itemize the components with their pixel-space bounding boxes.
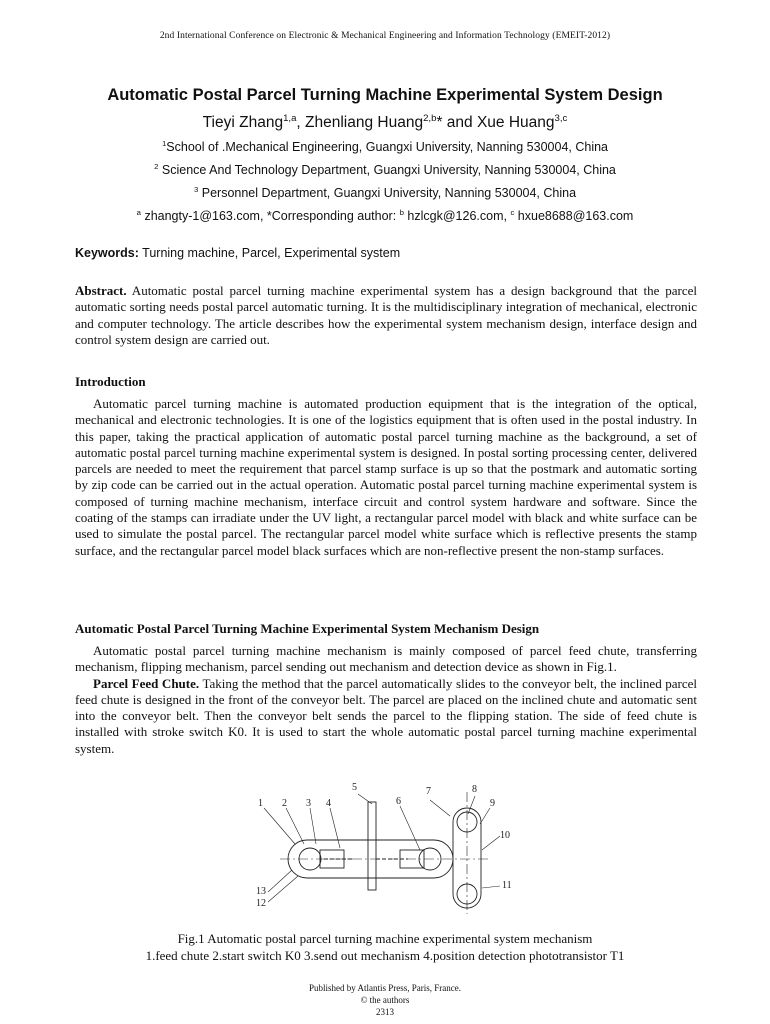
email-line xyxy=(0,209,770,223)
conference-header: 2nd International Conference on Electronic & Mechanical Engineering and Information Technology (EMEIT-2012) xyxy=(159,31,611,41)
author-name: Xue Huang xyxy=(476,114,555,131)
mechanism-figure xyxy=(250,778,520,918)
copyright-note: © the authors xyxy=(360,995,410,1005)
section-heading-mechanism: Automatic Postal Parcel Turning Machine Experimental System Mechanism Design xyxy=(75,621,540,636)
figure-label-6: 6 xyxy=(396,796,401,807)
support-post xyxy=(368,802,376,890)
figure-label-10: 10 xyxy=(500,830,510,841)
affiliation-text: School of .Mechanical Engineering, Guangxi University, Nanning 530004, China xyxy=(166,140,608,154)
figure-caption: Fig.1 Automatic postal parcel turning machine experimental system mechanism xyxy=(177,931,593,946)
affiliation-superscript: 1 xyxy=(161,138,167,148)
email-superscript: c xyxy=(510,207,515,217)
affiliation-superscript: 3 xyxy=(193,184,199,194)
figure-label-5: 5 xyxy=(352,782,357,793)
section-heading-introduction: Introduction xyxy=(75,374,146,389)
figure-label-11: 11 xyxy=(502,880,512,891)
keywords-label: Keywords: xyxy=(75,246,139,260)
author-line xyxy=(0,114,770,132)
abstract-text: Automatic postal parcel turning machine experimental system has a design background that the parcel automatic sorting needs postal parcel automatic turning. It is the multidisciplinary integration of mechanical, electronic and computer technology. The article describes how the experimental system mechanism design, interface design and control system design are carried out. xyxy=(75,283,697,347)
email-text: hzlcgk@126.com, xyxy=(403,209,511,223)
affiliation-2 xyxy=(0,163,770,177)
author-separator: , xyxy=(296,114,306,131)
figure-label-8: 8 xyxy=(472,784,477,795)
author-name: Tieyi Zhang xyxy=(202,114,284,131)
abstract xyxy=(75,283,697,348)
paper-title: Automatic Postal Parcel Turning Machine Experimental System Design xyxy=(107,86,663,104)
figure-label-3: 3 xyxy=(306,798,311,809)
keywords-text: Turning machine, Parcel, Experimental system xyxy=(138,246,401,260)
mechanism-text: Automatic postal parcel turning machine mechanism is mainly composed of parcel feed chute, transferring mechanism, flipping mechanism, parcel sending out mechanism and detection device as shown in Fig.1. xyxy=(75,643,697,675)
affiliation-3 xyxy=(0,186,770,200)
affiliation-text: Personnel Department, Guangxi University, Nanning 530004, China xyxy=(198,186,577,200)
figure-label-1: 1 xyxy=(258,798,263,809)
email-superscript: a xyxy=(136,207,141,217)
introduction-text: Automatic parcel turning machine is automated production equipment that is the integration of the optical, mechanical and electronic technologies. It is one of the logistics equipment that is often used in the postal industry. In this paper, taking the practical application of automatic postal parcel turning machine as the background, a set of automatic postal parcel turning machine experimental system is designed. In postal sorting processing center, delivered parcels are needed to meet the requirement that parcel stamp surface is up so that the postmark and automatic sorting by zip code can be carried out in the actual operation. Automatic postal parcel turning machine experimental system is composed of turning machine mechanism, interface circuit and control system hardware and software. Since the coating of the stamps can irradiate under the UV light, a rectangular parcel model with black and white surface can be used to simulate the postal parcel. The rectangular parcel model white surface which is reflective presents the stamp surface, and the rectangular parcel model black surfaces which are non-reflective present the non-stamp surfaces. xyxy=(75,396,697,558)
keywords xyxy=(75,246,697,260)
figure-label-2: 2 xyxy=(282,798,287,809)
figure-label-7: 7 xyxy=(426,786,431,797)
author-separator: and xyxy=(442,114,477,131)
introduction-paragraph xyxy=(75,396,697,559)
author-superscript: 1,a xyxy=(283,112,297,124)
figure-label-4: 4 xyxy=(326,798,331,809)
publisher-note: Published by Atlantis Press, Paris, France. xyxy=(309,983,461,993)
email-superscript: b xyxy=(399,207,404,217)
author-name: Zhenliang Huang xyxy=(305,114,424,131)
figure-label-12: 12 xyxy=(256,898,266,909)
figure-label-13: 13 xyxy=(256,886,266,897)
parcel-feed-chute-text: Taking the method that the parcel automatically slides to the conveyor belt, the inclined parcel feed chute is designed in the front of the conveyor belt. The parcel are placed on the inclined chute and automatic sent into the conveyor belt. Then the conveyor belt sends the parcel to the flipping station. The side of feed chute is installed with stroke switch K0. It is used to start the whole automatic postal parcel turning machine experimental system. xyxy=(75,675,697,756)
affiliation-text: Science And Technology Department, Guangxi University, Nanning 530004, China xyxy=(158,163,616,177)
author-superscript: 3,c xyxy=(554,112,568,124)
leader-lines xyxy=(264,794,500,902)
parcel-feed-chute-label: Parcel Feed Chute. xyxy=(93,675,200,691)
figure-legend: 1.feed chute 2.start switch K0 3.send out mechanism 4.position detection phototransistor T1 xyxy=(145,948,625,963)
email-text: hxue8688@163.com xyxy=(514,209,634,223)
corresponding-mark: * xyxy=(436,114,443,131)
mechanism-paragraph xyxy=(75,643,697,757)
email-text: zhangty-1@163.com, *Corresponding author: xyxy=(140,209,400,223)
affiliation-1 xyxy=(0,140,770,154)
affiliation-superscript: 2 xyxy=(154,161,159,171)
abstract-label: Abstract. xyxy=(75,283,127,298)
page-number: 2313 xyxy=(376,1007,394,1017)
figure-label-9: 9 xyxy=(490,798,495,809)
author-superscript: 2,b xyxy=(423,112,437,124)
